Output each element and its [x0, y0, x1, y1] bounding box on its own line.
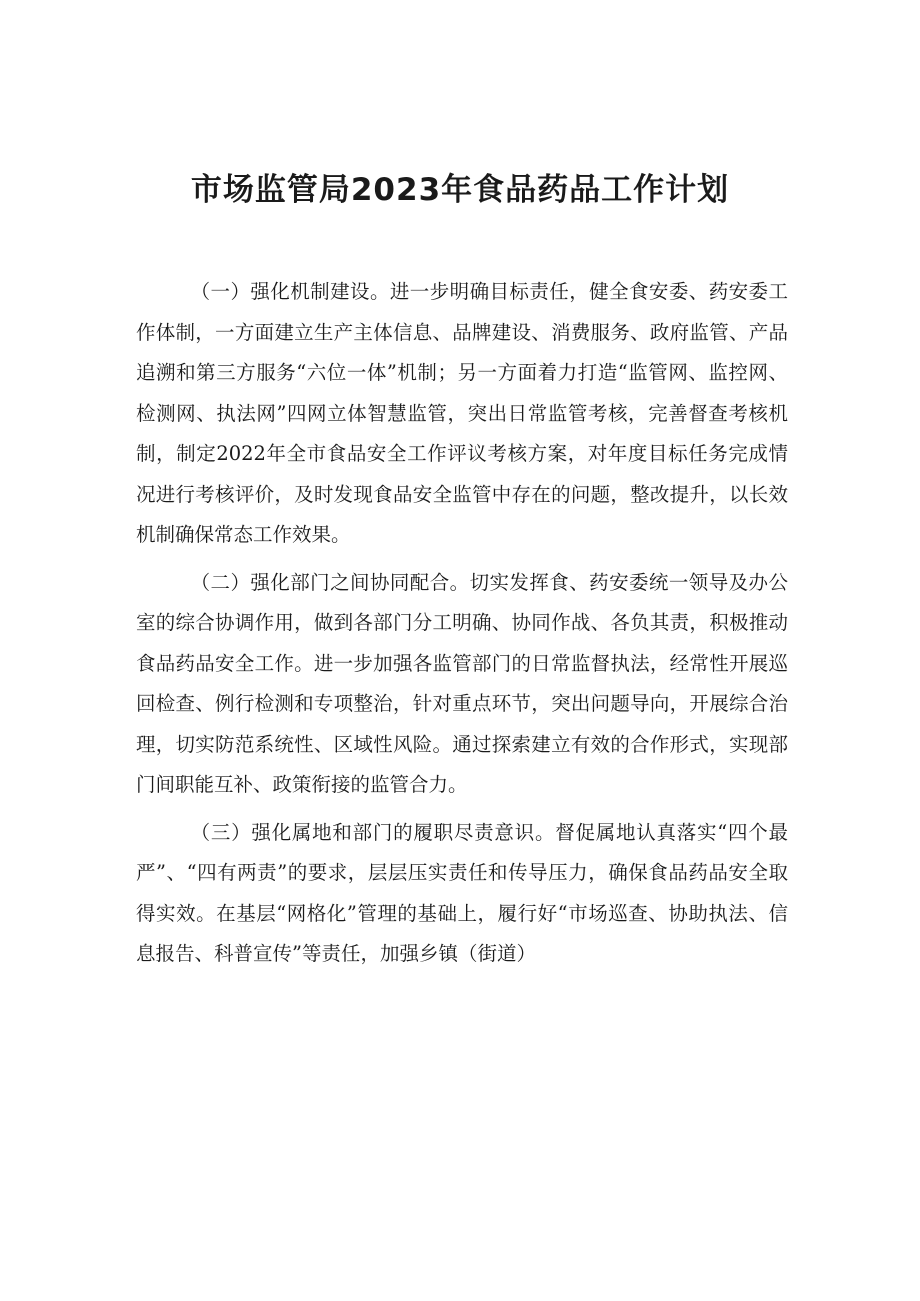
paragraph-3: （三）强化属地和部门的履职尽责意识。督促属地认真落实“四个最严”、“四有两责”的要求，层层压实责任和传导压力，确保食品药品安全取得实效。在基层“网格化”管理的基础上，履行好“市场巡查、协助执法、信息报告、科普宣传”等责任，加强乡镇（街道）: [136, 820, 788, 965]
document-body: [136, 272, 788, 982]
document-title: 市场监管局2023年食品药品工作计划: [190, 172, 730, 208]
paragraph-1: （一）强化机制建设。进一步明确目标责任，健全食安委、药安委工作体制，一方面建立生产主体信息、品牌建设、消费服务、政府监管、产品追溯和第三方服务“六位一体”机制；另一方面着力打造“监管网、监控网、检测网、执法网”四网立体智慧监管，突出日常监管考核，完善督查考核机制，制定2022年全市食品安全工作评议考核方案，对年度目标任务完成情况进行考核评价，及时发现食品安全监管中存在的问题，整改提升，以长效机制确保常态工作效果。: [136, 280, 788, 546]
paragraph-2: （二）强化部门之间协同配合。切实发挥食、药安委统一领导及办公室的综合协调作用，做到各部门分工明确、协同作战、各负其责，积极推动食品药品安全工作。进一步加强各监管部门的日常监督执法，经常性开展巡回检查、例行检测和专项整治，针对重点环节，突出问题导向，开展综合治理，切实防范系统性、区域性风险。通过探索建立有效的合作形式，实现部门间职能互补、政策衔接的监管合力。: [136, 570, 788, 796]
